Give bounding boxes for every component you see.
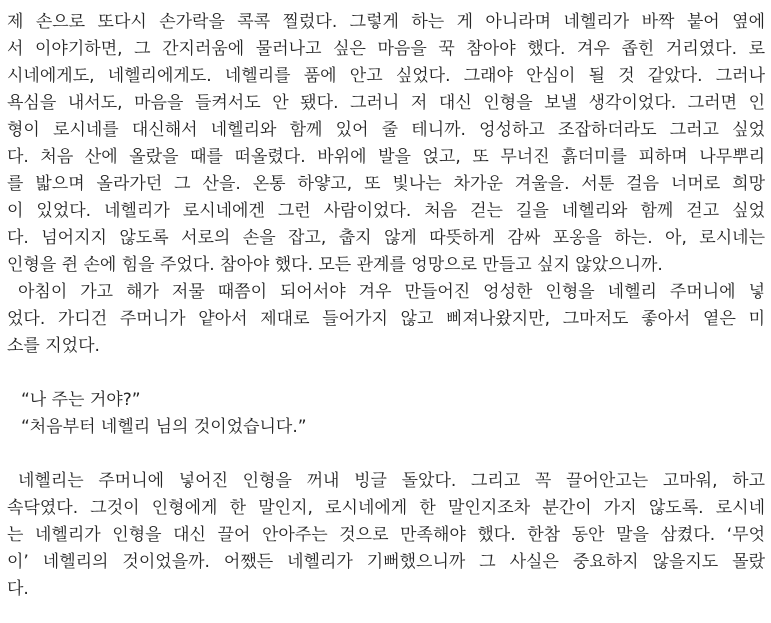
text-line: 네헬리는 주머니에 넣어진 인형을 꺼내 빙글 돌았다. 그리고 꼭 끌어안고는 고마워, 하고 bbox=[18, 471, 765, 491]
dialogue-line: “처음부터 네헬리 님의 것이었습니다.” bbox=[21, 417, 307, 437]
blank-line bbox=[7, 441, 765, 468]
text-line: 소를 지었다. bbox=[7, 336, 100, 356]
text-line: 를 밟으며 올라가던 그 산을. 온통 하얗고, 또 빛나는 차가운 겨울을. 서툰 걸음 너머로 희망 bbox=[7, 174, 765, 194]
text-line: 욕심을 내서도, 마음을 들켜서도 안 됐다. 그러니 저 대신 인형을 보낼 생각이었다. 그러면 인 bbox=[7, 93, 765, 113]
text-line: 인형을 쥔 손에 힘을 주었다. 참아야 했다. 모든 관계를 엉망으로 만들고 싶지 않았으니까. bbox=[7, 255, 663, 275]
text-line: 제 손으로 또다시 손가락을 콕콕 찔렀다. 그렇게 하는 게 아니라며 네헬리가 바짝 붙어 옆에 bbox=[7, 12, 765, 32]
text-line: 다. 넘어지지 않도록 서로의 손을 잡고, 춥지 않게 따뜻하게 감싸 포옹을 하는. 아, 로시네는 bbox=[7, 228, 765, 248]
text-line: 속닥였다. 그것이 인형에게 한 말인지, 로시네에게 한 말인지조차 분간이 가지 않도록. 로시네 bbox=[7, 498, 765, 518]
text-line: 서 이야기하면, 그 간지러움에 물러나고 싶은 마음을 꾹 참아야 했다. 겨우 좁힌 거리였다. 로 bbox=[7, 39, 765, 59]
text-line: 다. 처음 산에 올랐을 때를 떠올렸다. 바위에 발을 얹고, 또 무너진 흙더미를 피하며 나무뿌리 bbox=[7, 147, 765, 167]
text-line: 었다. 가디건 주머니가 얕아서 제대로 들어가지 않고 삐져나왔지만, 그마저도 좋아서 옅은 미 bbox=[7, 309, 765, 329]
text-line: 다. bbox=[7, 579, 29, 599]
text-line: 시네에게도, 네헬리에게도. 네헬리를 품에 안고 싶었다. 그래야 안심이 될 것 같았다. 그러나 bbox=[7, 66, 765, 86]
dialogue-line: “나 주는 거야?” bbox=[21, 390, 141, 410]
text-line: 는 네헬리가 인형을 대신 끌어 안아주는 것으로 만족해야 했다. 한참 동안 말을 삼켰다. ‘무엇 bbox=[7, 525, 765, 545]
text-line: 이’ 네헬리의 것이었을까. 어쨌든 네헬리가 기뻐했으니까 그 사실은 중요하지 않을지도 몰랐 bbox=[7, 552, 765, 572]
text-line: 형이 로시네를 대신해서 네헬리와 함께 있어 줄 테니까. 엉성하고 조잡하더라도 그러고 싶었 bbox=[7, 120, 765, 140]
blank-line bbox=[7, 360, 765, 387]
text-line: 아침이 가고 해가 저물 때쯤이 되어서야 겨우 만들어진 엉성한 인형을 네헬리 주머니에 넣 bbox=[18, 282, 765, 302]
text-line: 이 있었다. 네헬리가 로시네에겐 그런 사람이었다. 처음 걷는 길을 네헬리와 함께 걷고 싶었 bbox=[7, 201, 765, 221]
